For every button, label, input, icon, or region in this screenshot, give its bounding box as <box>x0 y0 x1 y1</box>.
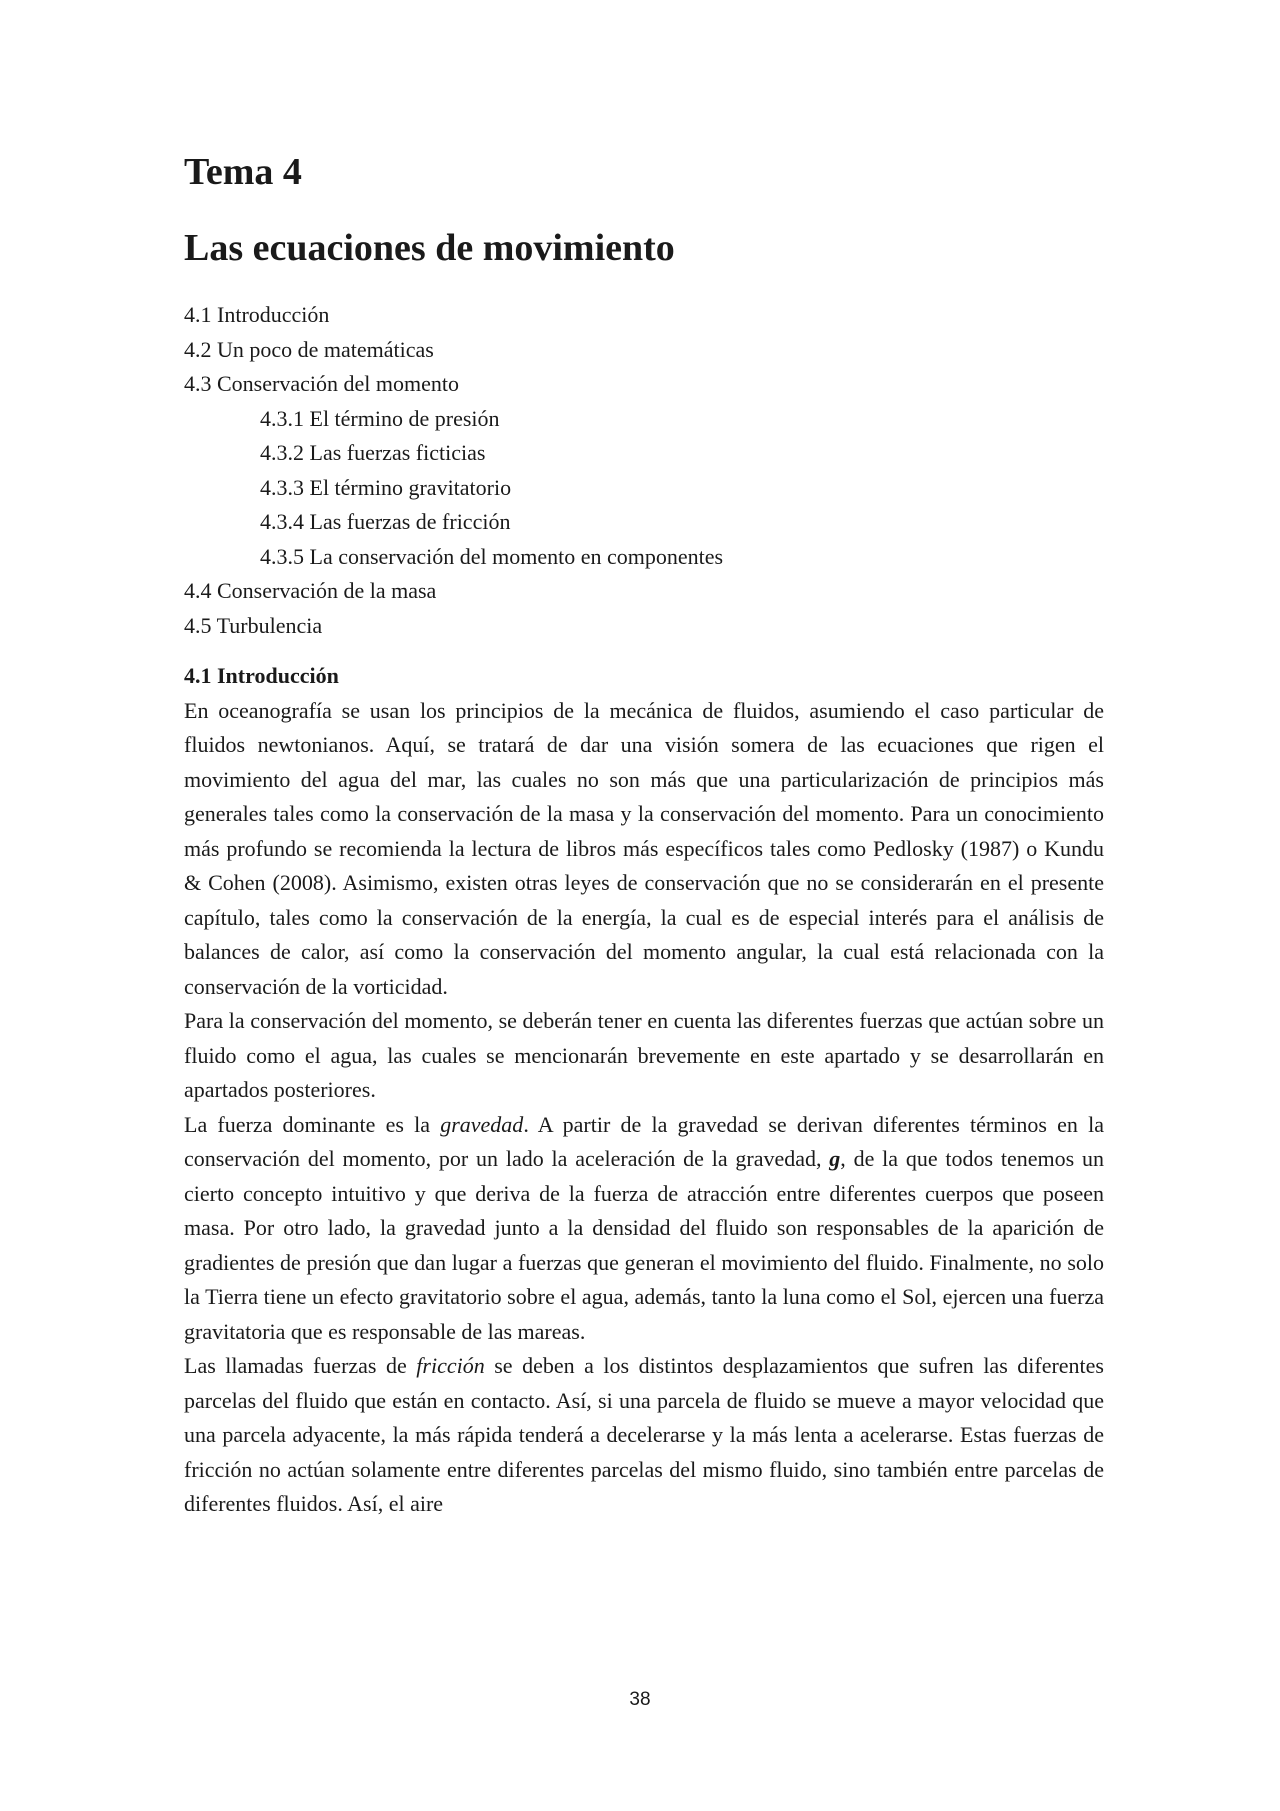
toc-subitem: 4.3.1 El término de presión <box>260 405 500 431</box>
chapter-title: Las ecuaciones de movimiento <box>184 227 675 269</box>
table-of-contents <box>184 298 1104 643</box>
page-content <box>184 150 1104 1522</box>
toc-subitem: 4.3.2 Las fuerzas ficticias <box>260 440 486 465</box>
toc-item: 4.5 Turbulencia <box>184 612 323 638</box>
toc-subitem: 4.3.4 Las fuerzas de fricción <box>260 509 511 534</box>
paragraph: En oceanografía se usan los principios de la mecánica de fluidos, asumiendo el caso particular de fluidos newtonianos. Aquí, se tratará de dar una visión somera de las ecuaciones que rigen el movimiento del agua del mar, las cuales no son más que una particularización de principios más generales tales como la conservación de la masa y la conservación del momento. Para un conocimiento más profundo se recomienda la lectura de libros más específicos tales como Pedlosky (1987) o Kundu & Cohen (2008). Asimismo, existen otras leyes de conservación que no se considerarán en el presente capítulo, tales como la conservación de la energía, la cual es de especial interés para el análisis de balances de calor, así como la conservación del momento angular, la cual está relacionada con la conservación de la vorticidad. <box>184 697 1104 999</box>
emphasis-friccion: fricción <box>416 1353 485 1378</box>
text-run: , de la que todos tenemos un cierto concepto intuitivo y que deriva de la fuerza de atracción entre diferentes cuerpos que poseen masa. Por otro lado, la gravedad junto a la densidad del fluido son responsables de la aparición de gradientes de presión que dan lugar a fuerzas que generan el movimiento del fluido. Finalmente, no solo la Tierra tiene un efecto gravitatorio sobre el agua, además, tanto la luna como el Sol, ejercen una fuerza gravitatoria que es responsable de las mareas. <box>184 1146 1104 1344</box>
toc-item: 4.1 Introducción <box>184 302 330 327</box>
paragraph <box>184 1349 1104 1522</box>
toc-subitem: 4.3.5 La conservación del momento en componentes <box>260 543 724 569</box>
toc-item: 4.3 Conservación del momento <box>184 371 459 396</box>
section-heading: 4.1 Introducción <box>184 663 339 688</box>
toc-subitem: 4.3.3 El término gravitatorio <box>260 474 512 500</box>
text-run: Las llamadas fuerzas de <box>184 1353 417 1378</box>
paragraph <box>184 1108 1104 1350</box>
toc-item: 4.2 Un poco de matemáticas <box>184 336 434 362</box>
text-run: . A partir de la gravedad se derivan diferentes términos en la conservación del momento, por un lado la aceleración de la gravedad, <box>184 1111 1105 1171</box>
page-number: 38 <box>629 1689 651 1710</box>
text-run: se deben a los distintos desplazamientos que sufren las diferentes parcelas del fluido que están en contacto. Así, si una parcela de fluido se mueve a mayor velocidad que una parcela adyacente, la más rápida tenderá a decelerarse y la más lenta a acelerarse. Estas fuerzas de fricción no actúan solamente entre diferentes parcelas del mismo fluido, sino también entre parcelas de diferentes fluidos. Así, el aire <box>184 1353 1104 1516</box>
toc-item: 4.4 Conservación de la masa <box>184 578 437 603</box>
symbol-g: g <box>829 1146 841 1171</box>
emphasis-gravedad: gravedad <box>440 1111 524 1137</box>
text-run: La fuerza dominante es la <box>184 1111 441 1137</box>
paragraph: Para la conservación del momento, se deberán tener en cuenta las diferentes fuerzas que actúan sobre un fluido como el agua, las cuales se mencionarán brevemente en este apartado y se desarrollarán en apartados posteriores. <box>184 1008 1104 1102</box>
chapter-label: Tema 4 <box>184 151 302 193</box>
